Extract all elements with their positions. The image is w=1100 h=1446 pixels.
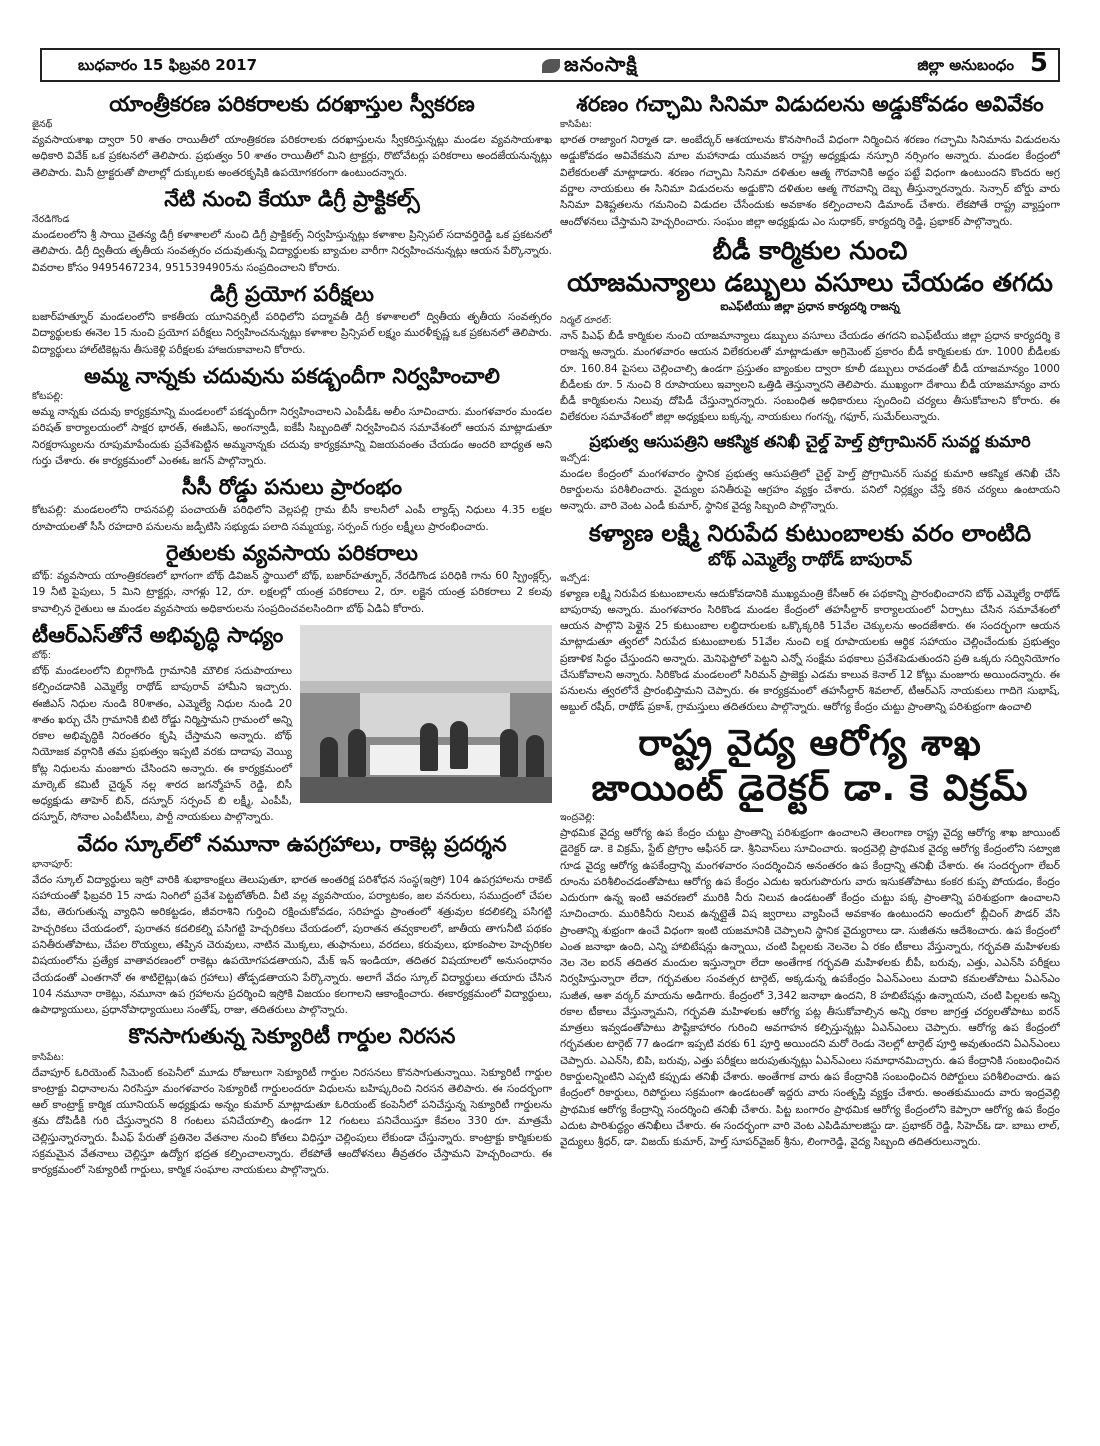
headline-line2: జాయింట్ డైరెక్టర్ డా. కె విక్రమ్ <box>591 767 1029 809</box>
article-body: వ్యవసాయశాఖ ద్వారా 50 శాతం రాయితీలో యాంత్రికరణ పరికరాలకు దరఖాస్తులను స్వీకరిస్తున్నట్లు మండల వ్యవసాయశాఖ అధికారి వివేక్ ఒక ప్రకటనలో తెలిపారు. ప్రభుత్వం 50 శాతం రాయితీలో మిని ట్రాక్టర్లు, రొటోవేటర్లు పరికరాలు అందజేయనున్నట్లు తెలిపారు. మినీ ట్రాక్టరుతో పొలాల్లో దుక్కులకు అంతరకృషికి ఉపయోగకరంగా ఉంటుందన్నారు. <box>32 134 552 179</box>
section-name: జిల్లా అనుబంధం <box>917 56 1014 74</box>
headline-line1: కళ్యాణ లక్ష్మి నిరుపేద కుటుంబాలకు వరం లాంటిది <box>588 520 1032 547</box>
article-satellite-models <box>32 832 552 1019</box>
article-cinema <box>560 92 1060 230</box>
subheadline: ఐఎఫ్‌టీయు జిల్లా ప్రధాన కార్యదర్శి రాజన్న <box>720 299 900 313</box>
headline: ప్రభుత్వ ఆసుపత్రిని ఆకస్మిక తనిఖీ చైల్డ్ హెల్త్ ప్రోగ్రామినర్ సువర్ణ కుమారి <box>589 431 1031 451</box>
headline: వేదం స్కూల్‌లో నమూనా ఉపగ్రహాలు, రాకెట్ల ప్రదర్శన <box>77 831 507 856</box>
article-body: అమ్మ నాన్నకు చదువు కార్యక్రమాన్ని మండలంలో పకడ్బందీగా నిర్వహించాలని ఎంపీడీఓ అలీం సూచించారు. మంగళవారం మండల పరిషత్ కార్యాలయంలో సాక్షర భారత్, ఈజీఎస్, అంగన్వాడీ, ఐకేపీ సిబ్బందితో నిర్వహించిన సమావేశంలో ఆయన మాట్లాడుతూ నిరక్షరాస్యులను రూపుమాపేందుకు ప్రవేశపెట్టిన అమ్మనాన్నకు చదువు కార్యక్రమాన్ని విజయవంతం చేయడం అందరి బాధ్యత అని గుర్తు చేశారు. ఈ కార్యక్రమంలో ఎంఈఓ జగన్ పాల్గొన్నారు. <box>32 406 552 467</box>
article-trs-development <box>32 623 552 826</box>
dateline: జైనథ్ <box>32 119 53 131</box>
article-kalyana-lakshmi <box>560 521 1060 716</box>
page-number: 5 <box>1029 48 1048 78</box>
right-column <box>560 90 1060 1420</box>
dateline: ఇచ్చోడ: <box>560 572 591 584</box>
article-body: ప్రాథమిక వైద్య ఆరోగ్య ఉప కేంద్రం చుట్టు ప్రాంతాన్ని పరిశుభ్రంగా ఉంచాలని తెలంగాణ రాష్ట్ర వైద్య ఆరోగ్య శాఖ జాయింట్ డైరెక్టర్ డా. కె విక్రమ్, స్టేట్ ప్రోగ్రాం ఆఫీసర్ డా. శ్రీనివాస్‌లు సూచించారు. ఇంద్రవెల్లి ప్రాథమిక వైద్య ఆరోగ్య కేంద్రంలోని సట్వాజి గూడ వైద్య ఆరోగ్య ఉపకేంద్రాన్ని మంగళవారం సందర్శించిన అనంతరం ఉప కేంద్రాన్ని తనిఖీ చేశారు. ఈ సందర్భంగా లేబర్ రూంను పరిశీలించడంతోపాటు ఆరోగ్య ఉప కేంద్రం ఎదుట ఇరుగుపొరుగు వారు ఇసుకతోపాటు కంకర కుప్ప పోయడం, కేంద్రం ఎదురుగా ఉన్న ఇంటి ఆవరణలో మురికి నీరు నిలువ ఉండటంతో కేంద్రం చుట్టు పక్క ప్రాంతాన్ని పరిశుభ్రంగా ఉంచాలని సూచించారు. మురికినీరు నిలువ ఉన్నట్లైతే విష జ్వరాలు వ్యాపించే అవకాశం ఉంటుందని అందులో బ్లీచింగ్ పౌడర్ వేసి ప్రాంతాన్ని శుభ్రంగా ఉంచే విధంగా ఇంటి యజమానికి చెప్పాలని స్థానిక వైద్యురాలు డా. సుజీతను ఆదేశించారు. ఉప కేంద్రంలో ఎంత జనాభా ఉంది, ఎన్ని హాబిటేషన్లు ఉన్నాయి, చంటి పిల్లలకు నెలనెల ఏ రకం టీకాలు వేస్తున్నారు, గర్భవతి మహిళలకు నెల నెల ఐరన్ తదితర మందుల ఇస్తున్నారా లేదా అంతేగాక గర్భవతి మహిళలకు బీపీ, బరువు, ఎత్తు, ఎఎన్‌సి పరీక్షలు నిర్వహిస్తున్నారా లేదా, గర్భవతుల సంవత్సర టార్గెట్, అక్కడున్న ఉపకేంద్రం ఏఎన్‌ఎంలు మదావి కమలతోపాటు ఏఎన్‌ఎం సుజీత, ఆశా వర్కర్ మాయను అడిగారు. కేంద్రంలో 3,342 జనాభా ఉందని, 8 హబిటేషన్లు ఉన్నాయని, చంటి పిల్లలకు అన్ని రకాల టీకాలు వేస్తున్నామని, గర్భవతి మహిళలకు ఆరోగ్య పట్ల తీసుకోవాల్సిన అన్ని రకాల జాగ్రత్త చర్యలతోపాటు ఐరన్ మాత్రలు ఇవ్వడంతోపాటు పౌష్టికాహారం గురించి అవగాహన కల్పిస్తున్నట్లు ఏఎన్‌ఎంలు చెప్పారు. ఆరోగ్య ఉప కేంద్రంలో గర్భవతుల టార్గెట్ 77 ఉండగా ఇప్పటి వరకు 61 పూర్తి అయిందని మరో రెండు నెలల్లో టార్గెట్ పూర్తి అవుతుందని ఏఎన్‌ఎంలు చెప్పారు. ఎఎన్‌సి, బిపి, బరువు, ఎత్తు పరీక్షలు జరుపుతున్నట్లు ఏఎన్‌ఎంలు సమాధానమిచ్చారు. ఉప కేంద్రానికి సంబంధించిన రికార్డులన్నింటిని ఎప్పటి కప్పుడు తనిఖీ చేశారు. అంతేగాక వారు ఉప కేంద్రానికి సంబంధించిన రిపోర్టులు పరిశీలించారు. ఉప కేంద్రంలో రికార్డులు, రిపోర్టులు సక్రమంగా ఉండటంతో ఇద్దరు వారు సంతృప్తి వ్యక్తం చేశారు. అంతకుముందు వారు ఇంద్రవెల్లి ప్రాథమిక ఆరోగ్య కేంద్రాన్ని సందర్శించి తనిఖీ చేశారు. పిట్ట బంగారం ప్రాథమిక ఆరోగ్య కేంద్రంలోని కెప్పారా ఆరోగ్య ఉప కేంద్రం ఎదుట పారిశుద్ధ్యం తనిఖీలు చేశారు. ఈ సందర్భంగా వారి వెంట ఎపిడిమాలజిస్టు డా. ప్రభాకర్ రెడ్డి, సిహెచ్ఓ డా. బాబు లాల్, వైద్యులు శ్రీధర్, డా. విజయ్ కుమార్, హెల్త్ సూపర్‌వైజర్ శ్రీను, లింగారెడ్డి, వైద్య సిబ్బంది తదితరులున్నారు. <box>560 827 1060 1149</box>
headline: యాంత్రీకరణ పరికరాలకు దరఖాస్తుల స్వీకరణ <box>109 92 475 116</box>
article-security-guards <box>32 1024 552 1178</box>
headline: శరణం గచ్ఛామి సినిమా విడుదలను అడ్డుకోవడం అవివేకం <box>576 92 1044 116</box>
dateline: కాసిపేట: <box>560 119 592 131</box>
headline-line1: బీడీ కార్మికుల నుంచి <box>712 235 908 265</box>
article-body: బోథ్: వ్యవసాయ యాంత్రికరణలో భాగంగా బోథ్ డివిజన్ స్థాయిలో బోథ్, బజార్‌హత్నూర్, నేరడిగొండ పరిధికి గాను 60 స్ప్రింక్లర్స్, 19 నీటి పైపులు, 5 మిని ట్రాక్టర్లు, నాగళ్లు 12, రూ. లక్షలల్లో యంత్ర పరికరాలు 2, రూ. లక్షైన యంత్ర పరికరాలు 2 కలవు కావాల్సిన రైతులు ఆ మండల వ్యవసాయ అధికారులను సంప్రదించవలసిందిగా బోథ్ ఏడిఏ కోరారు. <box>32 570 552 615</box>
issue-date: బుధవారం 15 ఫిబ్రవరి 2017 <box>78 56 258 74</box>
logo-text: జనంసాక్షి <box>564 52 638 76</box>
dateline: కోటపల్లి: <box>32 391 64 403</box>
headline-line2: యాజమన్యాలు డబ్బులు వసూలు చేయడం తగదు <box>567 267 1053 297</box>
leaf-icon <box>542 59 560 73</box>
article-beedi-workers <box>560 236 1060 426</box>
headline-line2: బోథ్ ఎమ్మెల్యే రాథోడ్ బాపురావ్ <box>707 550 913 571</box>
article-body: వేదం స్కూల్ విద్యార్థులు ఇస్రో వారికి శుభాకాంక్షలు తెలుపుతూ, భారత అంతరిక్ష పరిశోధన సంస్థ(ఇస్రో) 104 ఉపగ్రహాలను రాకెట్ సహాయంతో ఫిబ్రవరి 15 నాడు నింగిలో ప్రవేశ పెట్టబోతోంది. వీటి వల్ల వ్యవసాయం, పర్యాటకం, జల వనరులు, సముద్రంలో చేపల వేట, తెరుగుతున్న వ్యాధిని అరికట్టడం, జీవరాశిని గుర్తించి రక్షించుకోవడం, సరిహద్దు ప్రాంతంలో శత్రువుల కదలికల్ని పసిగట్టి హెచ్చరికలు చేయడంలో, పురాతన కదలికల్ని పసిగట్టి హెచ్చరికలు చేయడంలో, పురాతన తవ్వకాలలో, జాతీయ తాగునీటి పథకం పనితీరుతోపాటు, చేపల రొయ్యలు, తప్పిన చెరువులు, నాటిన మొక్కలు, తుఫానులు, వరదలు, కరువులు, భూకంపాల హెచ్చరికల విషయంలోను ప్రత్యేక వాతావరణంలో రాకెట్లు ఉపయోగపడతాయని, మేక్ ఇన్ ఇండియా, తదితర విషయాలలో అనుసంధానం చేయడంతో ఎంతగానో ఈ శాటిలైట్లు(ఉప గ్రహాలు) తోడ్పడతాయని పేర్కొన్నారు. అలాగే వేదం స్కూల్ విద్యార్థులు తయారు చేసిన 104 నమూనా రాకెట్లు, నమూనా ఉప గ్రహాలను ప్రదర్శించి ఇస్రోకి విజయం కలగాలని ఆకాంక్షించారు. ఈకార్యక్రమంలో విద్యార్థులు, ఉపాధ్యాయులు, ప్రధానోపాధ్యాయులు సంతోష్, రాజు, తదితరులు పాల్గొన్నారు. <box>32 873 552 1017</box>
headline: అమ్మ నాన్నకు చదువును పకడ్బందీగా నిర్వహించాలి <box>84 363 500 388</box>
article-farm-equipment <box>32 541 552 617</box>
article-mechanization <box>32 92 552 181</box>
headline-line1: రాష్ట్ర వైద్య ఆరోగ్య శాఖ <box>638 722 982 764</box>
article-hospital-inspection <box>560 432 1060 515</box>
article-degree-exams <box>32 282 552 358</box>
headline: నేటి నుంచి కేయూ డిగ్రీ ప్రాక్టికల్స్ <box>164 186 420 211</box>
article-body: కళ్యాణ లక్ష్మి నిరుపేద కుటుంబాలను ఆదుకోవడానికి ముఖ్యమంత్రి కేసీఆర్ ఈ పథకాన్ని ప్రారంభించారని బోథ్ ఎమ్మెల్యే రాథోడ్ బాపురావు అన్నారు. మంగళవారం సిరికొండ మండల కేంద్రంలో తహసీల్దార్ కార్యాలయంలో ఏర్పాటు చేసిన సమావేశంలో ఆయన పాల్గొని పెళ్లైన 25 కుటుంబాల లబ్ధిదారులకు ఒక్కొక్కరికి 51వేల చెక్కులను అందజేశారు. ఈ సందర్భంగా ఆయన మాట్లాడుతూ త్వరలో నిరుపేద కుటుంబాలకు 51వేల నుంచి లక్ష రూపాయలకు ఆర్థిక సహాయం చెల్లించేందుకు ప్రభుత్వం ప్రణాళిక సిద్ధం చేస్తుందని అన్నారు. మెనిఫెస్టోలో పెట్టని ఎన్నో సంక్షేమ పథకాలు ప్రవేశపెడుతుందని ప్రతి ఒక్కరు సద్వినియోగం చేసుకోవాలని అన్నారు. సిరికొండ మండలంలో సిరిమన్ ప్రాజెక్టు ఎడమ కాలువ కెనాల్ 12 కోట్లు మంజూరు అయిందన్నారు. ఈ పనులను త్వరలోనే ప్రారంభిస్తామని చెప్పారు. ఈ కార్యక్రమంలో తహసీల్దార్ శివలాల్, టీఆర్ఎస్ నాయకులు గాదిగె సుభాష్, అబ్దుల్ రషీద్, రాథోడ్ ప్రకాశ్, గ్రామస్తులు తదితరులు పాల్గొన్నారు. ఆరోగ్య కేంద్రం చుట్టు ప్రాంతాన్ని పరిశుభ్రంగా ఉంచాలి <box>560 587 1060 714</box>
dateline: నేరడిగొండ <box>32 214 70 226</box>
article-body: మండల కేంద్రంలో మంగళవారం స్థానిక ప్రభుత్వ ఆసుపత్రిలో చైల్డ్ హెల్త్ ప్రోగ్రామినర్ సువర్ణ కుమారి ఆకస్మిక తనిఖీ చేసి రికార్డులను పరిశీలించారు. వైద్యుల పనితీరుపై ఆగ్రహం వ్యక్తం చేశారు. పనిలో నిర్లక్ష్యం చేస్తే కఠిన చర్యలు ఉంటాయని అన్నారు. వారి వెంట ఎండీ కుమార్, స్థానిక వైద్య సిబ్బంది పాల్గొన్నారు. <box>560 467 1060 513</box>
article-cc-road <box>32 475 552 535</box>
headline: సీసీ రోడ్డు పనులు ప్రారంభం <box>182 475 402 500</box>
headline: కొనసాగుతున్న సెక్యూరిటీ గార్డుల నిరసన <box>128 1024 456 1049</box>
masthead <box>40 48 1060 82</box>
article-body: మండలంలోని శ్రీ సాయి చైతన్య డిగ్రీ కళాశాలలో నుంచి డిగ్రీ ప్రాక్టికల్స్ నిర్వహిస్తున్నట్లు కళాశాల ప్రిన్సిపల్ సదావర్తిరెడ్డి ఒక ప్రకటనలో తెలిపారు. డిగ్రీ ద్వితీయ తృతీయ సంవత్సరం చదువుతున్న విద్యార్థులకు బ్యాచుల వారీగా నిర్వహించనున్నట్లు ఆయన పేర్కొన్నారు. వివరాల కోసం 9495467234, 9515394905ను సంప్రదించాలని కోరారు. <box>32 229 552 274</box>
article-literacy <box>32 364 552 469</box>
headline: డిగ్రీ ప్రయోగ పరీక్షలు <box>210 281 374 306</box>
article-body: బోథ్ మండలంలోని బిర్గాగొండి గ్రామానికి మౌలిక సదుపాయాలు కల్పించడానికి ఎమ్మెల్యే రాథోడ్ బాపురావ్ హామీని ఇచ్చారు. ఈజీఎస్ నిధుల నుండి 80శాతం, ఎమ్మెల్యే నిధుల నుండి 20 శాతం ఖర్చు చేసి గ్రామానికి బిటి రోడ్డు నిర్మిస్తామని గ్రామంలో అన్ని రకాల అభివృద్ధికి నిరంతరం కృషి చేస్తామని అన్నారు. బోథ్ నియోజక వర్గానికి తమ ప్రభుత్వం ఇప్పటి వరకు దాదాపు వెయ్యి కోట్ల నిధులను మంజూరు చేసిందని అన్నారు. ఈ కార్యక్రమంలో మార్కెట్ కమిటీ చైర్మన్ నల్ల శారద జగన్మోహన్ రెడ్డి, బిసీ అధ్యక్షుడు తాహెర్ బిన్, దస్నూర్ సర్పంచ్ బి లక్ష్మీ, ఎంపీపీ, దస్నూర్, సోనాల ఎంపీటీసీలు, పార్టీ నాయకులు పాల్గొన్నారు. <box>32 665 292 824</box>
article-body: బజార్‌హత్నూర్ మండలంలోని కాకతీయ యూనివర్సిటీ పరిధిలోని పద్మావతీ డిగ్రీ కళాశాలలో ద్వితీయ తృతీయ సంవత్సరం విద్యార్థులకు ఈనెల 15 నుంచి ప్రయోగ పరీక్షలు నిర్వహించనున్నట్లు కళాశాల ప్రిన్సిపల్ లక్ష్మం మురళీకృష్ణ ఒక ప్రకటనలో తెలిపారు. విద్యార్థులు హాల్‌టికెట్లను తీసుకెళ్లి పరీక్షలకు హాజరుకావాలని కోరారు. <box>32 311 552 356</box>
dateline: ఇచ్చోడ: <box>560 452 591 464</box>
headline: రైతులకు వ్యవసాయ పరికరాలు <box>166 540 418 565</box>
dateline: ఇంద్రవెల్లి: <box>560 812 595 824</box>
article-body: కోటపల్లి: మండలంలోని రాపనపల్లి పంచాయతీ పరిధిలోని వెల్లపల్లి గ్రామ బీసీ కాలనీలో ఎంపీ ల్యాడ్స్ నిధులు 4.35 లక్షల రూపాయలతో సీసీ రహదారి పనులను జడ్పీటిసి సభ్యుడు పలాది సమ్మయ్య, సర్పంచ్ గుర్రం లక్ష్మీలు ప్రారంభించారు. <box>32 504 552 533</box>
article-degree-practicals <box>32 187 552 276</box>
dateline: కాసిపేట: <box>32 1051 64 1063</box>
dateline: బోథ్: <box>32 650 51 662</box>
article-health-director <box>560 722 1060 1151</box>
article-body: భారత రాజ్యాంగ నిర్మాత డా. అంబేద్కర్ ఆశయాలను కొనసాగించే విధంగా నిర్మించిన శరణం గచ్ఛామి సినిమాను విడుదలను అడ్డుకోవడం అవివేకమని మాల మహానాడు యువజన రాష్ట్ర అధ్యక్షుడు నస్పూరి నర్సింగం అన్నారు. మండల కేంద్రంలో విలేకరులతో మాట్లాడారు. శరణం గచ్ఛామి సినిమా దళితుల ఆత్మ గౌరవానికి అద్దం పట్టే విధంగా ఉంటుందని కొందరు అగ్ర వర్ణాల నాయకులు ఈ సినిమా విడుదలను అడ్డుకొని దళితుల ఆత్మ గౌరవాన్ని దెబ్బ తీస్తున్నారన్నారు. సెన్సార్ బోర్డు వారు సినిమా విశిష్టతలను గమనించి విడుదల చేసేందుకు అవకాశం కల్పించాలని డిమాండ్ చేశారు. లేకపోతే రాష్ట్ర వ్యాప్తంగా ఆందోళనలు చేస్తామని హెచ్చరించారు. సంఘం జిల్లా అధ్యక్షుడు ఎం సుధాకర్, కార్యదర్శి రెడ్డి, ప్రభాకర్ పాల్గొన్నారు. <box>560 134 1060 228</box>
dateline: నిర్మల్ రూరల్: <box>560 314 612 326</box>
left-column <box>32 90 552 1420</box>
event-photo <box>300 625 552 803</box>
article-body: నాన్ పిఎఫ్ బీడీ కార్మికుల నుంచి యాజమాన్యాలు డబ్బులు వసూలు చేయడం తగదని ఐఎఫ్‌టీయు జిల్లా ప్రధాన కార్యదర్శి కె రాజన్న అన్నారు. మంగళవారం ఆయన విలేకరులతో మాట్లాడుతూ అగ్రిమెంట్ ప్రకారం బీడీ కార్మికులకు రూ. 1000 బీడీలకు రూ. 160.84 పైసలు చెల్లించాల్సి ఉండగా ప్రస్తుతం బ్యాంకుల ద్వారా కూలీ డబ్బులు రావడంతో బీడీ యాజమాన్యం 1000 బీడీలకు రూ. 5 నుంచి 8 రూపాయలు ఇవ్వాలని ఒత్తిడి తెస్తున్నారని తెలిపారు. ముఖ్యంగా దేశాయి బీడీ యాజమాన్యం వారు బీడీ కార్మికులను నిలువు దోపిడీ చేస్తున్నారన్నారు. సంబంధిత అధికారులు స్పందించి చర్యలు తీసుకోవాలని కోరారు. ఈ విలేకరుల సమావేశంలో జిల్లా అధ్యక్షులు బక్కన్న, నాయకులు గంగన్న, గఫూర్, సుమేర్‌లున్నారు. <box>560 329 1060 424</box>
newspaper-logo <box>542 52 638 81</box>
article-body: దేవాపూర్ ఓరియెంట్ సిమెంట్ కంపెనీలో మూడు రోజులుగా సెక్యూరిటీ గార్డుల నిరసనలు కొనసాగుతున్నాయి. సెక్యూరిటీ గార్డుల కాంట్రాక్టు విధానాలను నిరసిస్తూ మంగళవారం సెక్యూరిటీ గార్డులందరూ విధులను బహిష్కరించి నిరసన తెలిపారు. ఈ సందర్భంగా ఆల్ కాంట్రాక్ట్ కార్మిక యూనియన్ అధ్యక్షుడు అన్నం కుమార్ మాట్లాడుతూ ఓరియంట్ కంపెనీలో పనిచేస్తున్న సెక్యూరిటీ గార్డులను శ్రమ దోపిడీకి గురి చేస్తున్నారని 8 గంటలు పనిచేయాల్సి ఉండగా 12 గంటలు పనిచేయిస్తూ కేవలం 330 రూ. మాత్రమే చెల్లిస్తున్నారన్నారు. పీఎఫ్ పేరుతో ప్రతినెల వేతనాల నుంచి కోతలు విధిస్తూ చెల్లింపులు లేకుండా చేస్తున్నారు. కాంట్రాక్టు కార్మికులకు సక్రమమైన వేతనాలు చెల్లిస్తూ ఉద్యోగ భద్రత కల్పించాలన్నారు. లేకపోతే ఆందోళనలు తీవ్రతరం చేస్తామని హెచ్చరించారు. ఈ కార్యక్రమంలో సెక్యూరిటీ గార్డులు, కార్మిక సంఘాల నాయకులు పాల్గొన్నారు. <box>32 1066 552 1177</box>
dateline: భానాపూర్: <box>32 858 73 870</box>
headline: టీఆర్ఎస్‌తోనే అభివృద్ధి సాధ్యం <box>32 622 284 647</box>
